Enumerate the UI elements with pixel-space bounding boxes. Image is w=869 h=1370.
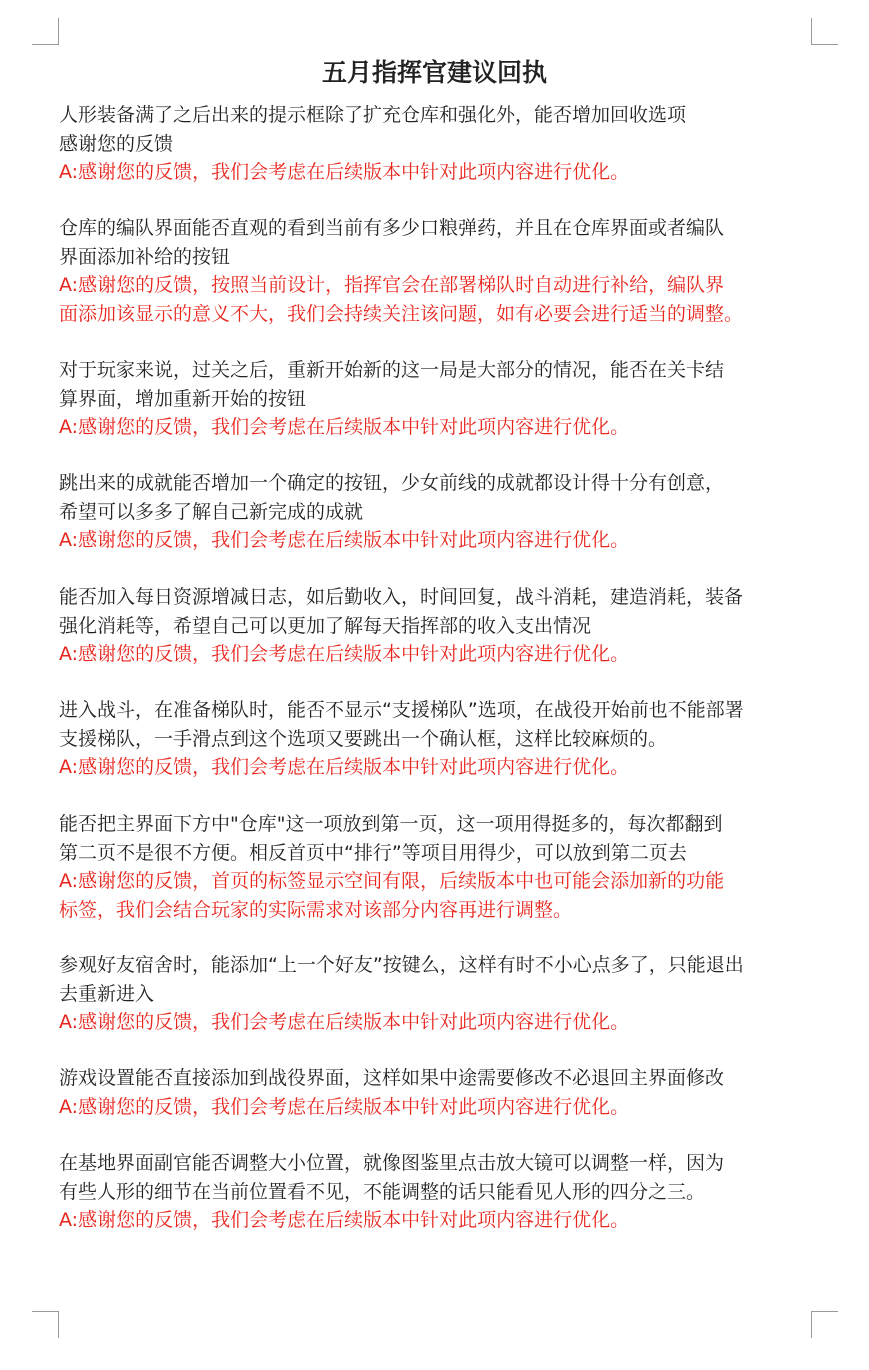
feedback-entry (59, 356, 819, 442)
page-title: 五月指挥官建议回执 (321, 58, 547, 87)
reply-text: A:感谢您的反馈，我们会考虑在后续版本中针对此项内容进行优化。 (59, 1011, 630, 1033)
feedback-entry (59, 101, 819, 187)
reply-text: A:感谢您的反馈，首页的标签显示空间有限，后续版本中也可能会添加新的功能 标签，我们会结合玩家的实际需求对该部分内容再进行调整。 (59, 870, 725, 921)
crop-mark-bottom-left (32, 1311, 59, 1338)
suggestion-text: 对于玩家来说，过关之后，重新开始新的这一局是大部分的情况，能否在关卡结 算界面，增加重新开始的按钮 (59, 359, 725, 410)
reply-text: A:感谢您的反馈，我们会考虑在后续版本中针对此项内容进行优化。 (59, 1209, 630, 1231)
crop-mark-top-right (811, 18, 838, 45)
suggestion-text: 参观好友宿舍时，能添加“上一个好友”按键么，这样有时不小心点多了，只能退出 去重新进入 (59, 954, 744, 1005)
feedback-entry (59, 214, 819, 328)
suggestion-text: 仓库的编队界面能否直观的看到当前有多少口粮弹药，并且在仓库界面或者编队 界面添加补给的按钮 (59, 217, 725, 268)
suggestion-text: 进入战斗，在准备梯队时，能否不显示“支援梯队”选项，在战役开始前也不能部署 支援梯队，一手滑点到这个选项又要跳出一个确认框，这样比较麻烦的。 (59, 699, 744, 750)
suggestion-text: 在基地界面副官能否调整大小位置，就像图鉴里点击放大镜可以调整一样，因为 有些人形的细节在当前位置看不见，不能调整的话只能看见人形的四分之三。 (59, 1152, 725, 1203)
feedback-entry (59, 696, 819, 782)
reply-text: A:感谢您的反馈，我们会考虑在后续版本中针对此项内容进行优化。 (59, 161, 630, 183)
suggestion-text: 能否把主界面下方中"仓库"这一项放到第一页，这一项用得挺多的，每次都翻到 第二页不是很不方便。相反首页中“排行”等项目用得少，可以放到第二页去 (59, 813, 723, 864)
suggestion-text: 人形装备满了之后出来的提示框除了扩充仓库和强化外，能否增加回收选项 感谢您的反馈 (59, 104, 687, 155)
crop-mark-top-left (32, 18, 59, 45)
reply-text: A:感谢您的反馈，我们会考虑在后续版本中针对此项内容进行优化。 (59, 1095, 630, 1118)
reply-text: A:感谢您的反馈，我们会考虑在后续版本中针对此项内容进行优化。 (59, 756, 630, 778)
feedback-entry (59, 469, 819, 555)
reply-text: A:感谢您的反馈，按照当前设计，指挥官会在部署梯队时自动进行补给，编队界 面添加该显示的意义不大，我们会持续关注该问题，如有必要会进行适当的调整。 (59, 274, 744, 325)
feedback-entry (59, 1149, 819, 1235)
crop-mark-bottom-right (811, 1311, 838, 1338)
suggestion-text: 游戏设置能否直接添加到战役界面，这样如果中途需要修改不必退回主界面修改 (59, 1067, 725, 1089)
feedback-entry (59, 951, 819, 1037)
suggestion-text: 跳出来的成就能否增加一个确定的按钮，少女前线的成就都设计得十分有创意， 希望可以多多了解自己新完成的成就 (59, 472, 725, 523)
reply-text: A:感谢您的反馈，我们会考虑在后续版本中针对此项内容进行优化。 (59, 529, 630, 551)
suggestion-text: 能否加入每日资源增减日志，如后勤收入，时间回复，战斗消耗，建造消耗，装备 强化消耗等，希望自己可以更加了解每天指挥部的收入支出情况 (59, 586, 744, 637)
feedback-entry (59, 810, 819, 924)
reply-text: A:感谢您的反馈，我们会考虑在后续版本中针对此项内容进行优化。 (59, 416, 630, 438)
feedback-entry (59, 1064, 819, 1121)
reply-text: A:感谢您的反馈，我们会考虑在后续版本中针对此项内容进行优化。 (59, 643, 630, 665)
feedback-entry (59, 583, 819, 669)
